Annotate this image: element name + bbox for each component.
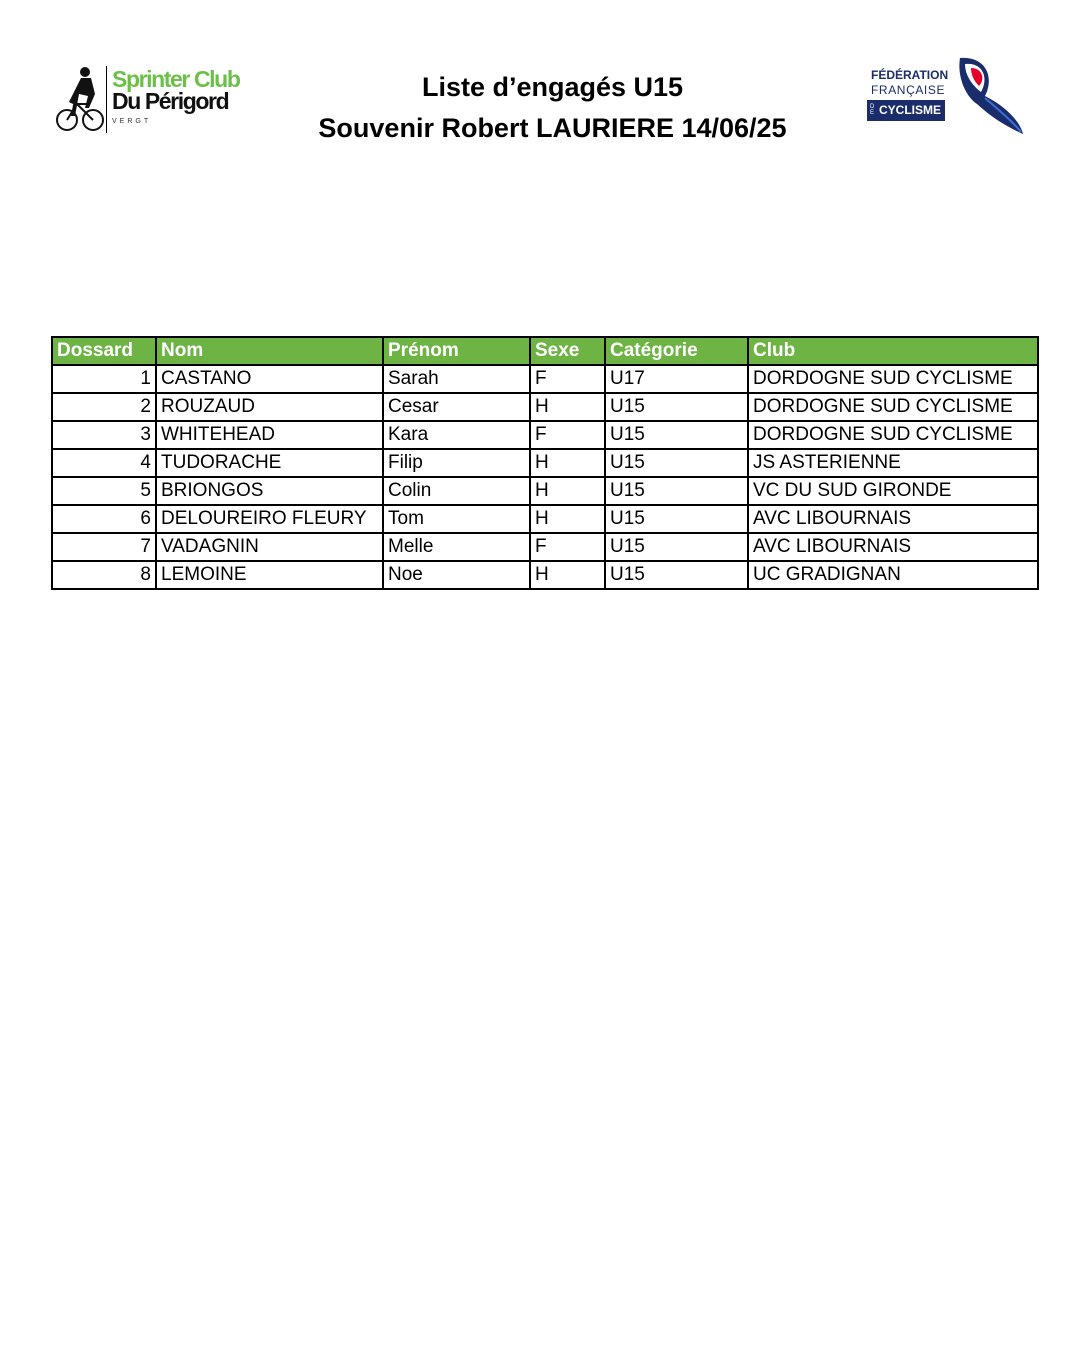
ffc-cyclisme-band: [867, 100, 945, 121]
cell-dossard: 6: [52, 505, 156, 533]
cell-dossard: 3: [52, 421, 156, 449]
table-row: [52, 393, 1038, 421]
cell-prenom: Colin: [383, 477, 530, 505]
column-header-dossard: Dossard: [52, 337, 156, 365]
cell-dossard: 7: [52, 533, 156, 561]
cell-dossard: 2: [52, 393, 156, 421]
cell-club: JS ASTERIENNE: [748, 449, 1038, 477]
cell-categorie: U15: [605, 477, 748, 505]
cell-prenom: Tom: [383, 505, 530, 533]
logo-line-3: VERGT: [112, 118, 152, 125]
cell-sexe: F: [530, 533, 605, 561]
cell-nom: VADAGNIN: [156, 533, 383, 561]
column-header-sexe: Sexe: [530, 337, 605, 365]
cell-categorie: U15: [605, 561, 748, 589]
logo-line-2: Du Périgord: [112, 88, 229, 114]
entries-table: [51, 336, 1039, 590]
cell-dossard: 1: [52, 365, 156, 393]
cell-nom: TUDORACHE: [156, 449, 383, 477]
page-title: Liste d’engagés U15: [421, 72, 684, 102]
cell-dossard: 4: [52, 449, 156, 477]
ffc-logo: [865, 56, 1025, 138]
cell-club: UC GRADIGNAN: [748, 561, 1038, 589]
cell-club: DORDOGNE SUD CYCLISME: [748, 365, 1038, 393]
cell-club: AVC LIBOURNAIS: [748, 505, 1038, 533]
cell-sexe: H: [530, 477, 605, 505]
page-subtitle: Souvenir Robert LAURIERE 14/06/25: [318, 113, 787, 143]
cell-sexe: H: [530, 393, 605, 421]
cell-categorie: U17: [605, 365, 748, 393]
ffc-line-3: CYCLISME: [879, 103, 942, 117]
cell-nom: ROUZAUD: [156, 393, 383, 421]
column-header-club: Club: [748, 337, 1038, 365]
cell-categorie: U15: [605, 421, 748, 449]
cell-categorie: U15: [605, 393, 748, 421]
column-header-prenom: Prénom: [383, 337, 530, 365]
cell-sexe: H: [530, 561, 605, 589]
cell-prenom: Filip: [383, 449, 530, 477]
column-header-categorie: Catégorie: [605, 337, 748, 365]
cell-club: DORDOGNE SUD CYCLISME: [748, 421, 1038, 449]
table-row: [52, 449, 1038, 477]
cell-nom: LEMOINE: [156, 561, 383, 589]
sprinter-club-logo: [55, 62, 270, 138]
cell-nom: CASTANO: [156, 365, 383, 393]
column-header-nom: Nom: [156, 337, 383, 365]
cell-sexe: F: [530, 365, 605, 393]
table-row: [52, 533, 1038, 561]
cyclist-icon: [55, 64, 105, 136]
ffc-line-1: FÉDÉRATION: [871, 68, 949, 82]
table-row: [52, 365, 1038, 393]
logo-line-1: Sprinter Club: [112, 66, 240, 92]
logo-divider: [106, 66, 107, 133]
ffc-de-label: DE: [870, 104, 875, 116]
cell-prenom: Noe: [383, 561, 530, 589]
cell-nom: WHITEHEAD: [156, 421, 383, 449]
cell-sexe: F: [530, 421, 605, 449]
ffc-line-2: FRANÇAISE: [871, 83, 946, 97]
cell-prenom: Sarah: [383, 365, 530, 393]
cell-dossard: 5: [52, 477, 156, 505]
cell-sexe: H: [530, 505, 605, 533]
cell-nom: BRIONGOS: [156, 477, 383, 505]
cell-categorie: U15: [605, 505, 748, 533]
cell-club: DORDOGNE SUD CYCLISME: [748, 393, 1038, 421]
cell-categorie: U15: [605, 533, 748, 561]
cell-prenom: Melle: [383, 533, 530, 561]
cell-club: AVC LIBOURNAIS: [748, 533, 1038, 561]
cell-prenom: Cesar: [383, 393, 530, 421]
cell-prenom: Kara: [383, 421, 530, 449]
table-row: [52, 505, 1038, 533]
cell-club: VC DU SUD GIRONDE: [748, 477, 1038, 505]
cell-dossard: 8: [52, 561, 156, 589]
cell-sexe: H: [530, 449, 605, 477]
cell-categorie: U15: [605, 449, 748, 477]
cell-nom: DELOUREIRO FLEURY: [156, 505, 383, 533]
table-row: [52, 561, 1038, 589]
table-row: [52, 477, 1038, 505]
table-header-row: [52, 337, 1038, 365]
table-row: [52, 421, 1038, 449]
